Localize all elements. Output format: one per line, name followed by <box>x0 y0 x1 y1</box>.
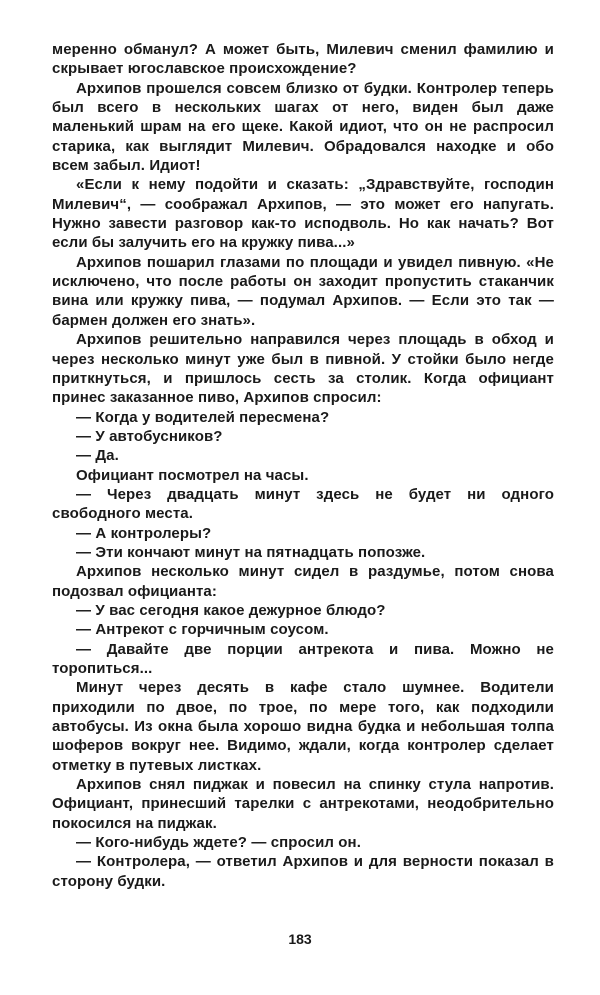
paragraph: Минут через десять в кафе стало шумнее. Водители приходили по двое, по трое, по мере того, как подходили автобусы. Из окна была хорошо видна будка и небольшая толпа шоферов вокруг нее. Видимо, ждали, когда контролер сделает отметку в путевых листках. <box>52 679 554 774</box>
dialogue-line: — Когда у водителей пересмена? <box>76 408 330 426</box>
page-number: 183 <box>288 931 312 947</box>
dialogue-line: — А контролеры? <box>76 524 212 542</box>
paragraph: Архипов несколько минут сидел в раздумье, потом снова подозвал официанта: <box>52 563 554 600</box>
paragraph: меренно обманул? А может быть, Милевич сменил фамилию и скрывает югославское происхождение? <box>52 41 554 78</box>
paragraph: Архипов прошелся совсем близко от будки. Контролер теперь был всего в нескольких шагах от него, виден был даже маленький шрам на его щеке. Какой идиот, что он не распросил старика, как выглядит Милевич. Обрадовался находке и обо всем забыл. Идиот! <box>52 79 554 175</box>
dialogue-line: — Через двадцать минут здесь не будет ни одного свободного места. <box>52 485 554 523</box>
paragraph: «Если к нему подойти и сказать: „Здравствуйте, господин Милевич“, — соображал Архипов, — это может его напугать. Нужно завести разговор как-то исподволь. Но как начать? Вот если бы залучить его на кружку пива...» <box>52 176 554 252</box>
page-text <box>52 40 554 891</box>
dialogue-line: — Кого-нибудь ждете? — спросил он. <box>76 834 361 852</box>
dialogue-line: — Эти кончают минут на пятнадцать попозже. <box>76 543 426 561</box>
dialogue-line: — Да. <box>76 447 119 465</box>
dialogue-line: — Антрекот с горчичным соусом. <box>76 621 329 639</box>
paragraph: Официант посмотрел на часы. <box>76 466 309 484</box>
dialogue-line: — У вас сегодня какое дежурное блюдо? <box>76 601 386 619</box>
dialogue-line: — У автобусников? <box>76 427 223 445</box>
paragraph: Архипов решительно направился через площадь в обход и через несколько минут уже был в пивной. У стойки было негде приткнуться, и пришлось сесть за столик. Когда официант принес заказанное пиво, Архипов спросил: <box>52 331 554 407</box>
dialogue-line: — Контролера, — ответил Архипов и для верности показал в сторону будки. <box>52 853 554 890</box>
dialogue-line: — Давайте две порции антрекота и пива. Можно не торопиться... <box>52 640 554 677</box>
paragraph: Архипов снял пиджак и повесил на спинку стула напротив. Официант, принесший тарелки с антрекотами, неодобрительно покосился на пиджак. <box>52 776 554 832</box>
paragraph: Архипов пошарил глазами по площади и увидел пивную. «Не исключено, что после работы он заходит пропустить стаканчик вина или кружку пива, — подумал Архипов. — Если это так — бармен должен его знать». <box>52 253 554 329</box>
